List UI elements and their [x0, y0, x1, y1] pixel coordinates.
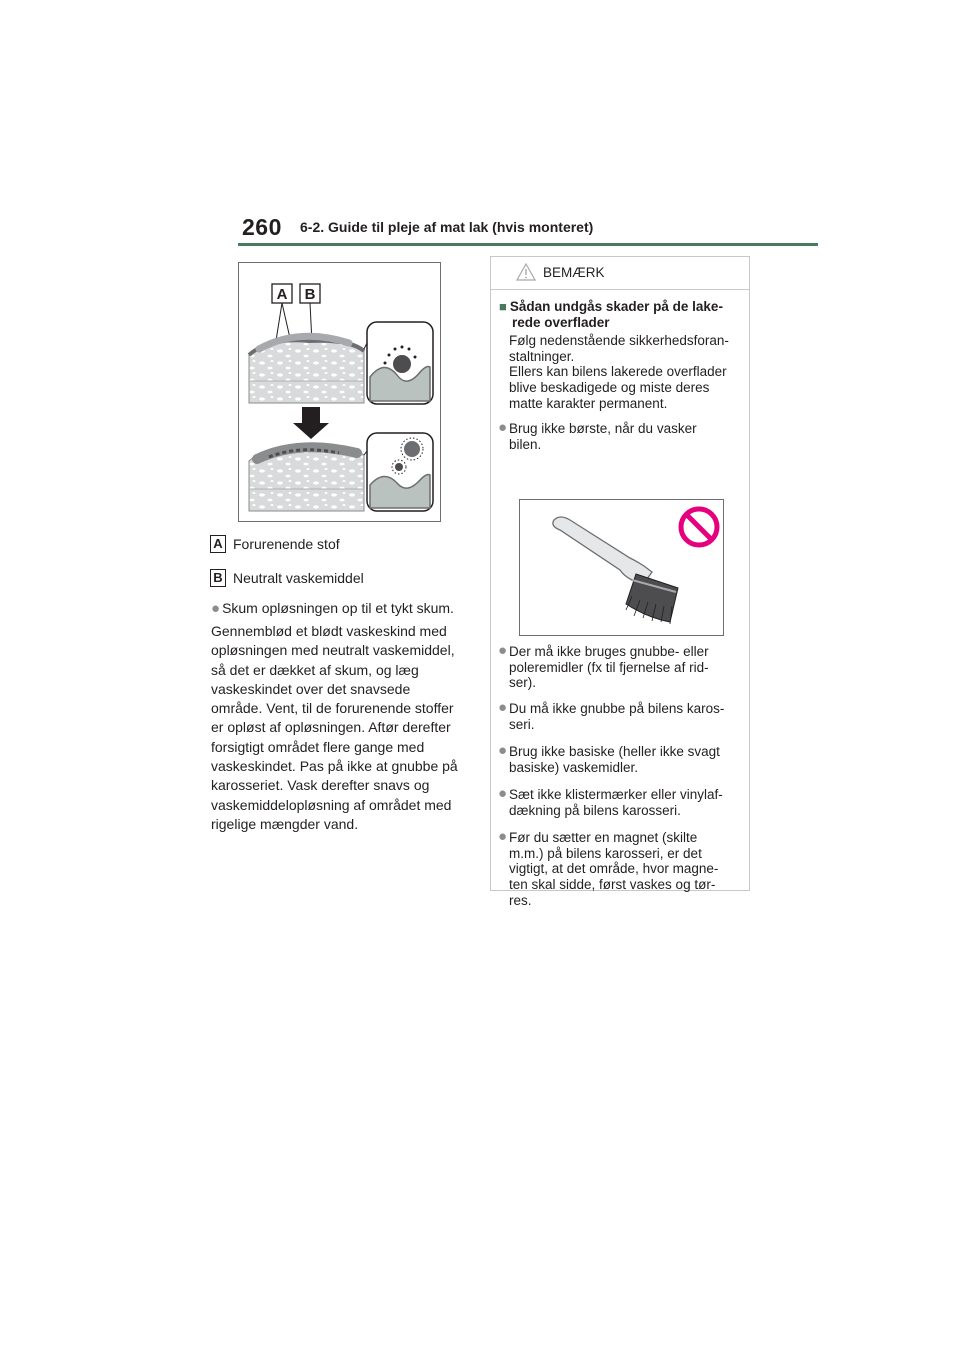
item-line: Sæt ikke klistermærker eller vinylaf- [509, 787, 723, 802]
after-wash-surface [249, 445, 364, 511]
paragraph-line: vaskeskindet. Pas på ikke at gnubbe på [211, 758, 458, 775]
bullet-dot-icon: ● [211, 600, 221, 617]
item-line: ser). [509, 675, 536, 691]
item-line: dækning på bilens karosseri. [509, 802, 681, 818]
bullet-dot-icon: ● [498, 642, 508, 659]
paragraph-line: forsigtigt området flere gange med [211, 738, 425, 755]
notice-box [490, 256, 750, 908]
bullet-dot-icon: ● [498, 419, 508, 436]
prohibited-icon [681, 509, 717, 545]
item-line: poleremidler (fx til fjernelse af rid- [509, 659, 709, 675]
no-brush-illustration [519, 499, 724, 636]
before-wash-magnifier [367, 322, 433, 404]
notice-subheading [499, 299, 743, 330]
item-line: Brug ikke børste, når du vasker [509, 421, 697, 436]
paragraph-line: opløsningen med neutralt vaskemiddel, [211, 642, 455, 659]
item-line: ten skal sidde, først vaskes og tør- [509, 877, 716, 893]
brush-prohibited-drawing [520, 500, 725, 637]
paragraph-line: er opløst af opløsningen. Aftør derefter [211, 719, 451, 736]
item-line: bilen. [509, 436, 542, 452]
paragraph-line: vaskemiddelopløsning af området med [211, 796, 452, 813]
item-line: Du må ikke gnubbe på bilens karos- [509, 701, 725, 716]
section-title: 6-2. Guide til pleje af mat lak (hvis monteret) [300, 219, 594, 235]
legend-item-a [210, 535, 340, 553]
page-number: 260 [242, 214, 282, 240]
foam-illustration-drawing [239, 263, 442, 523]
before-wash-surface [249, 336, 364, 403]
foam-illustration [238, 262, 441, 522]
intro-line: matte karakter permanent. [509, 395, 668, 411]
notice-label: BEMÆRK [543, 265, 605, 280]
notice-intro [509, 333, 745, 412]
notice-header [491, 257, 749, 290]
subheading-line: Sådan undgås skader på de lake- [509, 299, 723, 314]
bullet-dot-icon: ● [498, 828, 508, 845]
legend-key-a: A [210, 535, 226, 553]
paragraph-line: karosseriet. Vask derefter snavs og [211, 777, 430, 794]
down-arrow [293, 407, 329, 439]
paragraph-line: område. Vent, til de forurenende stoffer [211, 700, 454, 717]
item-line: res. [509, 892, 532, 908]
warning-triangle-icon [516, 263, 536, 281]
bullet-dot-icon: ● [498, 699, 508, 716]
brush-icon [553, 517, 678, 624]
legend-text-a: Forurenende stof [233, 536, 340, 552]
item-line: Før du sætter en magnet (skilte [509, 830, 698, 845]
item-line: Brug ikke basiske (heller ikke svagt [509, 744, 720, 759]
legend-text-b: Neutralt vaskemiddel [233, 570, 364, 586]
intro-line: Følg nedenstående sikkerhedsforan- [509, 333, 729, 348]
foam-bullet [211, 600, 454, 617]
bullet-dot-icon: ● [498, 785, 508, 802]
bullet-dot-icon: ● [498, 742, 508, 759]
header-rule [238, 243, 818, 246]
callout-b-label: B [304, 286, 316, 303]
paragraph-line: vaskeskindet over det snavsede [211, 680, 411, 697]
paragraph-line: Gennemblød et blødt vaskeskind med [211, 623, 447, 639]
square-bullet-icon: ■ [499, 299, 507, 314]
foam-bullet-text: Skum opløsningen op til et tykt skum. [222, 600, 454, 616]
paragraph-line: så det er dækket af skum, og læg [211, 661, 419, 678]
intro-line: staltninger. [509, 348, 575, 364]
legend-item-b [210, 569, 364, 587]
subheading-line: rede overflader [512, 314, 610, 330]
item-line: Der må ikke bruges gnubbe- eller [509, 644, 709, 659]
callout-a-label: A [276, 286, 288, 303]
item-line: basiske) vaskemidler. [509, 759, 639, 775]
paragraph-line: rigelige mængder vand. [211, 815, 359, 832]
item-line: m.m.) på bilens karosseri, er det [509, 845, 702, 861]
intro-line: Ellers kan bilens lakerede overflader [509, 364, 727, 380]
intro-line: blive beskadigede og miste deres [509, 380, 710, 396]
item-line: seri. [509, 716, 535, 732]
legend-key-b: B [210, 569, 226, 587]
washing-instructions [211, 622, 469, 834]
after-wash-magnifier [367, 433, 433, 511]
item-line: vigtigt, at det område, hvor magne- [509, 861, 719, 877]
